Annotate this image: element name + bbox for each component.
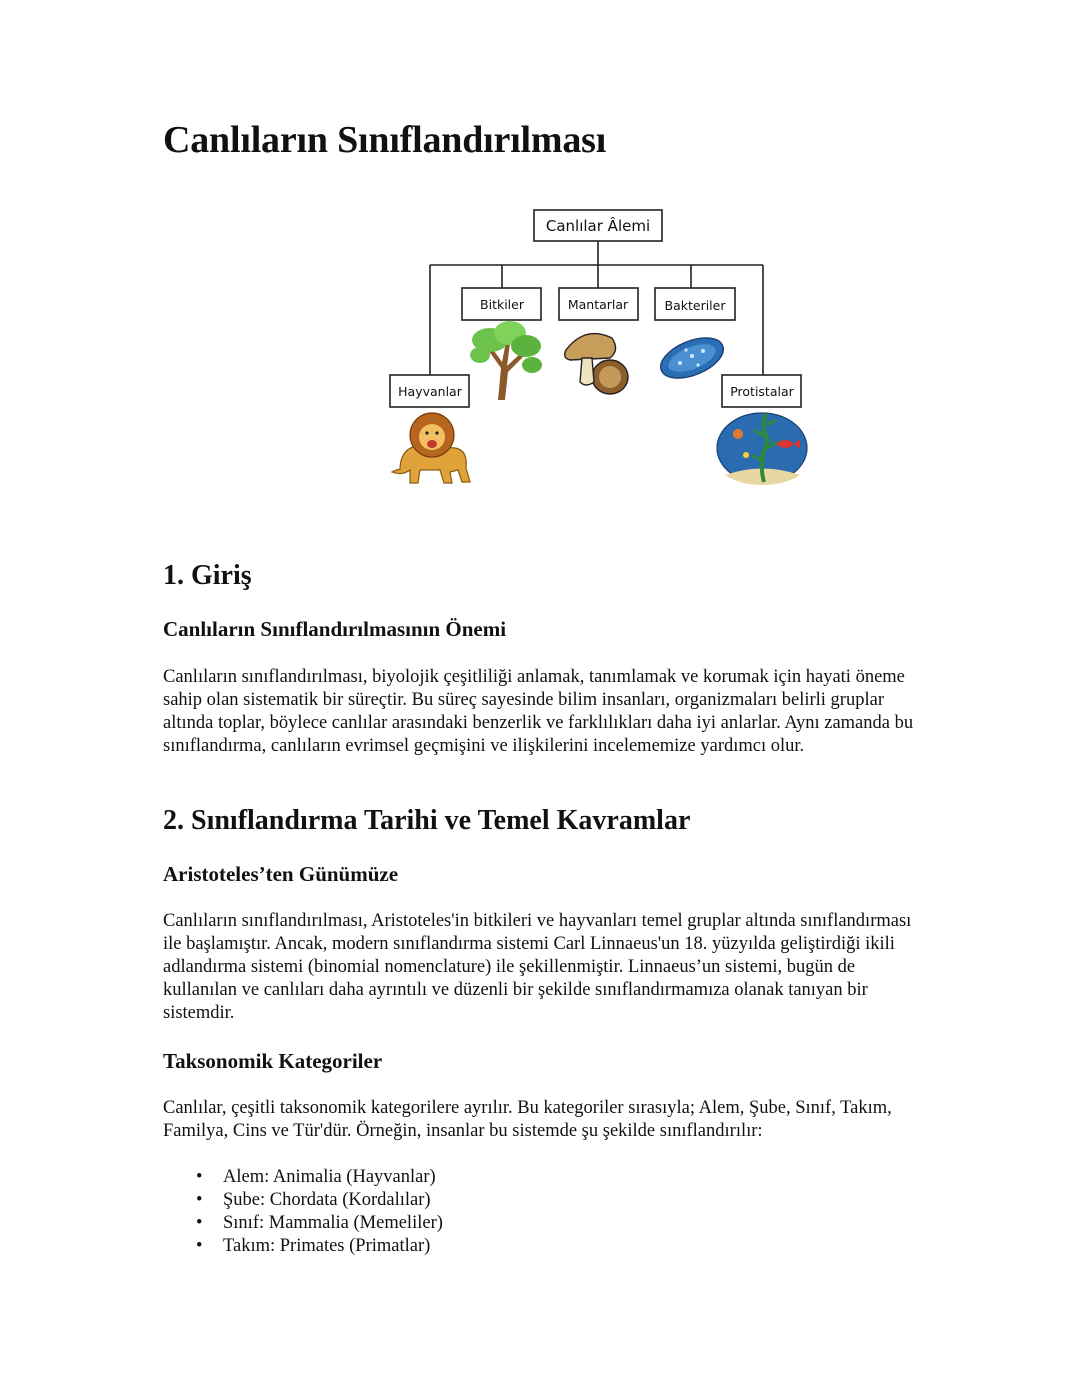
bacteria-icon [655, 330, 729, 386]
mushroom-icon [565, 334, 628, 394]
bullet: • [196, 1190, 203, 1210]
list-item-text: Alem: Animalia (Hayvanlar) [223, 1167, 436, 1187]
section-2-heading: 2. Sınıflandırma Tarihi ve Temel Kavramlar [163, 805, 691, 836]
subsection-history-heading: Aristoteles’ten Günümüze [163, 862, 399, 886]
node-bacteria [655, 288, 735, 320]
root-node [534, 210, 662, 241]
lion-icon [392, 413, 470, 483]
node-protists-label: Protistalar [730, 384, 794, 399]
classification-diagram [380, 200, 820, 495]
node-protists [722, 375, 801, 407]
taxonomy-paragraph: Canlılar, çeşitli taksonomik kategorilere ayrılır. Bu kategoriler sırasıyla; Alem, Şube, Sınıf, Takım, Familya, Cins ve Tür'dür. Örneğin, insanlar bu sistemde şu şekilde sınıflandırılır: [163, 1098, 892, 1141]
node-plants [462, 288, 541, 320]
list-item [163, 1235, 443, 1258]
subsection-taxonomy-heading: Taksonomik Kategoriler [163, 1049, 383, 1073]
ocean-protists-icon [717, 413, 807, 485]
importance-paragraph: Canlıların sınıflandırılması, biyolojik çeşitliliği anlamak, tanımlamak ve korumak için hayati öneme sahip olan sistematik bir süreçtir. Bu süreç sayesinde bilim insanları, organizmaları belirli gruplar altında toplar, böylece canlılar arasındaki benzerlik ve farklılıkları daha iyi anlarlar. Aynı zamanda bu sınıflandırma, canlıların evrimsel geçmişini ve ilişkilerini incelememize yardımcı olur. [163, 667, 914, 756]
bullet: • [196, 1167, 203, 1187]
node-animals-label: Hayvanlar [398, 384, 462, 399]
history-paragraph: Canlıların sınıflandırılması, Aristoteles'in bitkileri ve hayvanları temel gruplar altında sınıflandırması ile başlamıştır. Ancak, modern sınıflandırma sistemi Carl Linnaeus'un 18. yüzyılda geliştirdiği ikili adlandırma sistemi (binomial nomenclature) ile şekillenmiştir. Linnaeus’un sistemi, bugün de kullanılan ve canlıları daha ayrıntılı ve düzenli bir şekilde sınıflandırmamıza olanak tanıyan bir sistemdir. [163, 911, 912, 1023]
list-item-text: Takım: Primates (Primatlar) [223, 1236, 431, 1256]
tree-icon [470, 321, 542, 400]
list-item [163, 1166, 443, 1189]
taxonomy-example-list [163, 1166, 443, 1258]
root-node-label: Canlılar Âlemi [545, 217, 651, 235]
list-item [163, 1212, 443, 1235]
section-1-heading: 1. Giriş [163, 560, 252, 591]
node-bacteria-label: Bakteriler [664, 298, 726, 313]
document-title: Canlıların Sınıflandırılması [163, 119, 607, 161]
list-item [163, 1189, 443, 1212]
bullet: • [196, 1236, 203, 1256]
list-item-text: Sınıf: Mammalia (Memeliler) [223, 1213, 443, 1233]
node-fungi [559, 288, 638, 320]
node-plants-label: Bitkiler [480, 297, 524, 312]
node-animals [390, 375, 469, 407]
node-fungi-label: Mantarlar [567, 297, 629, 312]
list-item-text: Şube: Chordata (Kordalılar) [223, 1190, 431, 1210]
bullet: • [196, 1213, 203, 1233]
subsection-importance-heading: Canlıların Sınıflandırılmasının Önemi [163, 617, 507, 641]
